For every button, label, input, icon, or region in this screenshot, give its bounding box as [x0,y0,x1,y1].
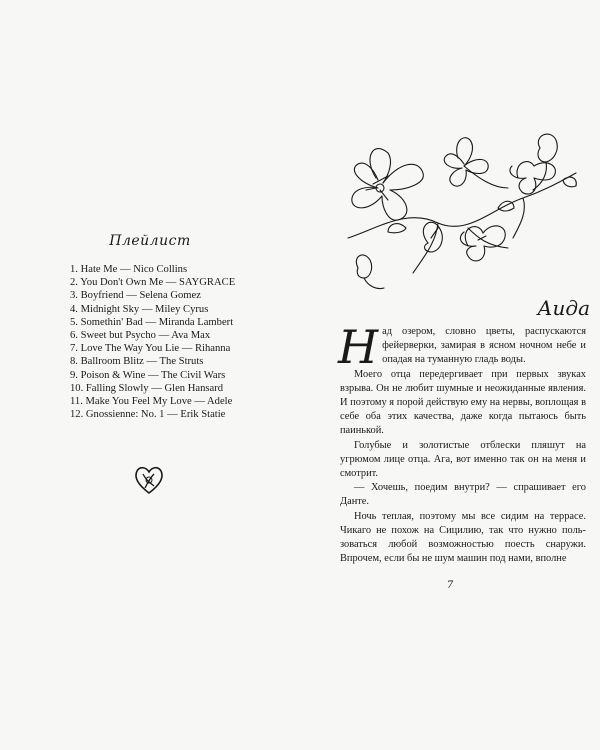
magnolia-flowers-icon [318,128,588,298]
chapter-text [338,320,586,566]
playlist-item: 7. Love The Way You Lie — Rihanna [70,343,231,355]
right-page [300,0,600,750]
playlist-title: Плейлист [109,233,191,249]
paragraph: — Хочешь, поедим внутри? — спрашивает его Данте. [340,482,586,508]
heart-monogram-icon [131,462,167,498]
playlist-item: 3. Boyfriend — Selena Gomez [70,290,201,302]
paragraph: Голубые и золотистые отблески пляшут на угрюмом лице отца. Ага, вот именно так он на меня и смотрит. [340,439,586,480]
paragraph [338,320,586,374]
paragraph-text: ад озером, словно цветы, распускаются фейерверки, замирая в ясном ночном небе и опадая на туманную гладь воды. [382,326,586,366]
playlist-item: 1. Hate Me — Nico Collins [70,264,188,275]
playlist-item: 4. Midnight Sky — Miley Cyrus [70,303,209,315]
playlist-item: 8. Ballroom Blitz — The Struts [70,356,204,368]
paragraph: Моего отца передергивает при первых звуках взрыва. Он не любит шумные и неожиданные явления. И поэтому я порой действую ему на нервы, воплощая в себе оба этих качества, даже когда пытаюсь быть паинькой. [340,368,586,437]
playlist-item: 9. Poison & Wine — The Civil Wars [70,369,226,381]
playlist-item: 5. Somethin' Bad — Miranda Lambert [70,316,234,328]
page-number: 7 [446,580,454,591]
playlist [70,263,280,421]
paragraph: Ночь теплая, поэтому мы все сидим на террасе. Чикаго не похож на Сицилию, так что нужно пользоваться любой возможностью поесть снаружи. Впрочем, если бы не шум машин под нами, вполне [340,510,586,565]
playlist-item: 10. Falling Slowly — Glen Hansard [70,382,224,394]
playlist-item: 2. You Don't Own Me — SAYGRACE [70,277,236,289]
playlist-item: 11. Make You Feel My Love — Adele [70,396,233,408]
playlist-item: 6. Sweet but Psycho — Ava Max [70,330,211,342]
chapter-title: Аида [537,296,590,320]
playlist-item: 12. Gnossienne: No. 1 — Erik Statie [70,409,226,421]
drop-cap: Н [338,320,379,374]
